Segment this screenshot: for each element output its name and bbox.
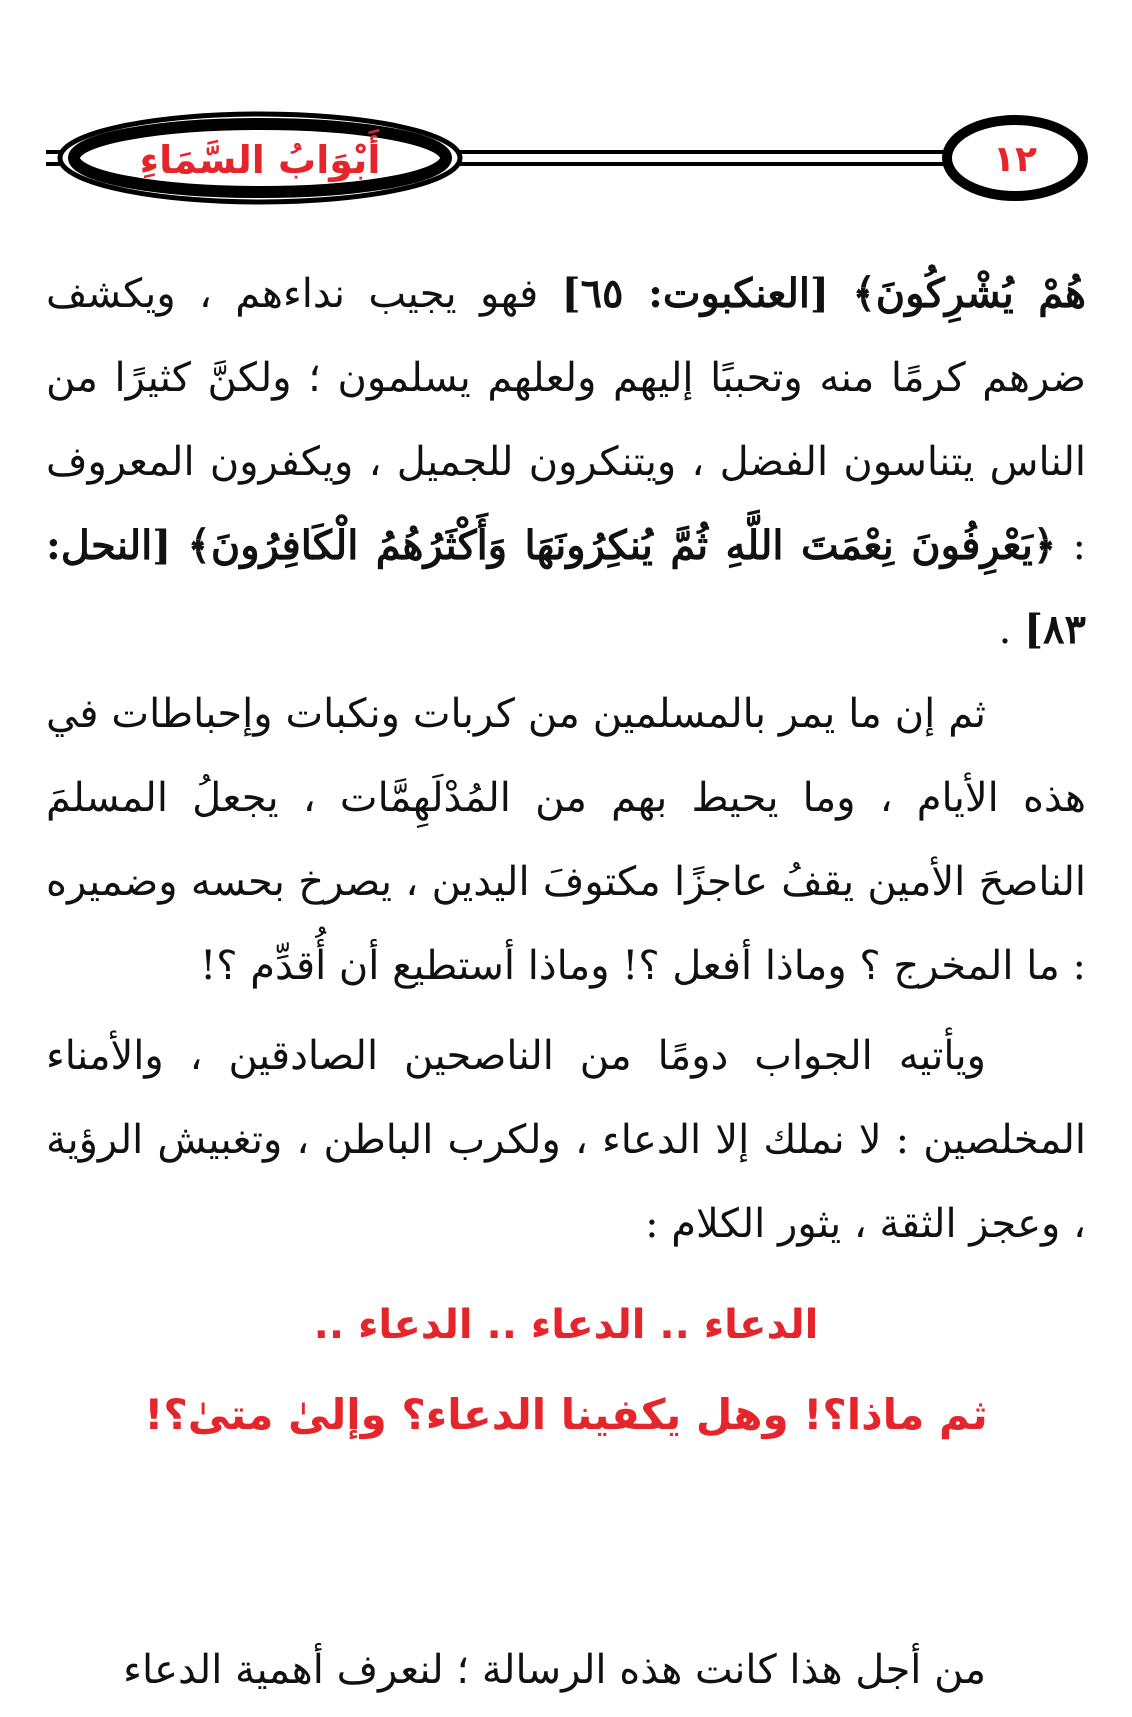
paragraph-2 bbox=[46, 672, 1086, 1008]
paragraph-1-end: . bbox=[998, 607, 1012, 653]
page-number: ١٢ bbox=[993, 138, 1037, 180]
page-header bbox=[0, 0, 1132, 230]
paragraph-4 bbox=[46, 1628, 1086, 1712]
highlight-line-2: ثم ماذا؟! وهل يكفينا الدعاء؟ وإلىٰ متىٰ؟! bbox=[144, 1390, 988, 1439]
paragraph-2-text: ثم إن ما يمر بالمسلمين من كربات ونكبات وإحباطات في هذه الأيام ، وما يحيط بهم من المُدْلَهِمَّات ، يجعلُ المسلمَ الناصحَ الأمين يقفُ عاجزًا مكتوفَ اليدين ، يصرخ بحسه وضميره : ما المخرج ؟ وماذا أفعل ؟! وماذا أستطيع أن أُقدِّم ؟! bbox=[46, 691, 1086, 989]
verse-reference-nahl: [النحل: ٨٣] bbox=[46, 522, 1086, 653]
paragraph-1-text: فهو يجيب نداءهم ، ويكشف ضرهم كرمًا منه وتحببًا إليهم ولعلهم يسلمون ؛ ولكنَّ كثيرًا من الناس يتناسون الفضل ، ويتنكرون للجميل ، ويكفرون المعروف : bbox=[46, 271, 1086, 569]
paragraph-3 bbox=[46, 1014, 1086, 1266]
running-title: أَبْوَابُ السَّمَاءِ bbox=[139, 138, 381, 182]
paragraph-3-text: ويأتيه الجواب دومًا من الناصحين الصادقين ، والأمناء المخلصين : لا نملك إلا الدعاء ، ولكرب الباطن ، وتغبيش الرؤية ، وعجز الثقة ، يثور الكلام : bbox=[46, 1033, 1086, 1247]
header-ornament bbox=[0, 0, 1132, 230]
paragraph-1 bbox=[46, 252, 1086, 672]
verse-fragment: هُمْ يُشْرِكُونَ﴾ bbox=[852, 270, 1087, 317]
verse-nahl: ﴿يَعْرِفُونَ نِعْمَتَ اللَّهِ ثُمَّ يُنكِرُونَهَا وَأَكْثَرُهُمُ الْكَافِرُونَ﴾ bbox=[187, 522, 1057, 569]
paragraph-4-text: من أجل هذا كانت هذه الرسالة ؛ لنعرف أهمية الدعاء bbox=[123, 1647, 986, 1693]
verse-reference-ankabut: [العنكبوت: ٦٥] bbox=[561, 270, 829, 317]
highlight-line-1: الدعاء .. الدعاء .. الدعاء .. bbox=[313, 1302, 819, 1348]
